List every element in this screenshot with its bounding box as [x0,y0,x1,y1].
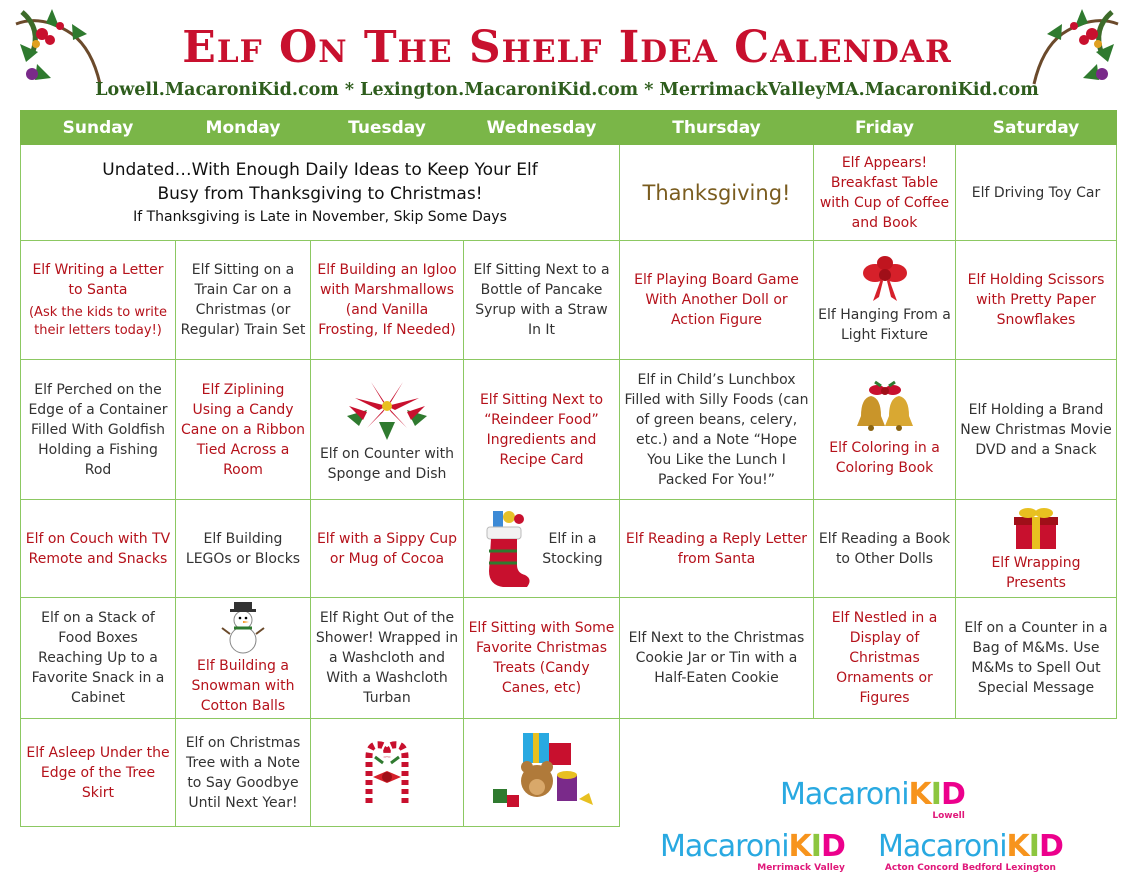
logo-location: Lowell [932,810,965,821]
christmas-bells-icon [855,382,915,436]
idea-text: Elf Wrapping Presents [991,554,1081,591]
calendar-cell: Elf on Couch with TV Remote and Snacks [21,500,176,598]
intro-note: If Thanksgiving is Late in November, Skip Some Days [133,208,507,225]
calendar-cell: Elf Building an Igloo with Marshmallows (and Vanilla Frosting, If Needed) [311,241,464,360]
calendar-cell [21,241,176,360]
calendar-cell: Elf Sitting on a Train Car on a Christmas (or Regular) Train Set [176,241,311,360]
calendar-cell: Elf Asleep Under the Edge of the Tree Skirt [21,719,176,827]
day-header-friday: Friday [814,111,956,145]
toys-icon [487,729,597,815]
intro-cell [21,145,620,241]
logo-letter: D [820,828,845,864]
calendar-cell [956,500,1117,598]
calendar-table [20,110,1117,873]
logo-brand-text: Macaroni [780,776,909,812]
day-header-monday: Monday [176,111,311,145]
calendar-cell: Elf on a Counter in a Bag of M&Ms. Use M&Ms to Spell Out Special Message [956,598,1117,719]
day-header-sunday: Sunday [21,111,176,145]
calendar-cell: Elf Driving Toy Car [956,145,1117,241]
calendar-cell: Elf Sitting Next to a Bottle of Pancake Syrup with a Straw In It [464,241,620,360]
calendar-cell: Elf Reading a Book to Other Dolls [814,500,956,598]
snowman-icon [220,600,266,654]
idea-text: Elf in a Stocking [542,530,603,567]
logo-letter: K [788,828,811,864]
calendar-cell [176,598,311,719]
page-subtitle: Lowell.MacaroniKid.com * Lexington.MacaroniKid.com * MerrimackValleyMA.MacaroniKid.com [95,80,1039,100]
logo-letter: K [908,776,931,812]
logo-letter: I [1028,828,1039,864]
calendar-cell: Elf Sitting Next to “Reindeer Food” Ingredients and Recipe Card [464,360,620,500]
wrapped-present-icon [1012,505,1060,551]
logos-area [620,719,1117,873]
logo-letter: D [940,776,965,812]
calendar-cell: Elf Reading a Reply Letter from Santa [620,500,814,598]
calendar-cell: Elf Appears! Breakfast Table with Cup of Coffee and Book [814,145,956,241]
calendar-cell [464,719,620,827]
calendar-row [21,145,1117,241]
poinsettia-icon [341,376,433,442]
calendar-cell: Elf Right Out of the Shower! Wrapped in a Washcloth and With a Washcloth Turban [311,598,464,719]
weekday-header-row [21,111,1117,145]
logo-letter: I [810,828,821,864]
page-title: Elf On The Shelf Idea Calendar [182,22,952,73]
macaroni-kid-acton-logo [878,828,1063,873]
calendar-cell: Elf Playing Board Game With Another Doll or Action Figure [620,241,814,360]
calendar-cell: Elf Nestled in a Display of Christmas Ornaments or Figures [814,598,956,719]
day-header-tuesday: Tuesday [311,111,464,145]
calendar-cell: Elf Building LEGOs or Blocks [176,500,311,598]
calendar-cell: Elf Next to the Christmas Cookie Jar or Tin with a Half-Eaten Cookie [620,598,814,719]
logo-letter: I [930,776,941,812]
calendar-cell [311,360,464,500]
calendar-row [21,500,1117,598]
calendar-cell: Elf Perched on the Edge of a Container Filled With Goldfish Holding a Fishing Rod [21,360,176,500]
calendar-cell [814,360,956,500]
calendar-cell [814,241,956,360]
candy-canes-icon [355,737,419,807]
macaroni-kid-lowell-logo [780,776,965,821]
calendar-cell: Elf in Child’s Lunchbox Filled with Silly Foods (can of green beans, celery, etc.) and a Note “Hope You Like the Lunch I Packed For You!” [620,360,814,500]
calendar-cell: Elf Sitting with Some Favorite Christmas Treats (Candy Canes, etc) [464,598,620,719]
logo-location: Merrimack Valley [757,862,845,873]
macaroni-kid-merrimack-logo [660,828,845,873]
calendar-row [21,598,1117,719]
calendar-row [21,241,1117,360]
red-bow-icon [861,255,909,303]
calendar-cell: Elf on Christmas Tree with a Note to Say Goodbye Until Next Year! [176,719,311,827]
day-header-wednesday: Wednesday [464,111,620,145]
stocking-icon [479,509,535,589]
calendar-row [21,719,1117,827]
calendar-cell: Thanksgiving! [620,145,814,241]
idea-text: Elf Building a Snowman with Cotton Balls [191,658,295,714]
intro-line: Undated…With Enough Daily Ideas to Keep Your Elf [102,159,538,180]
idea-text: Elf Hanging From a Light Fixture [818,307,951,343]
idea-note: (Ask the kids to write their letters today!) [28,305,168,338]
logo-location: Acton Concord Bedford Lexington [884,862,1056,873]
intro-line: Busy from Thanksgiving to Christmas! [157,183,483,204]
calendar-cell: Elf on a Stack of Food Boxes Reaching Up to a Favorite Snack in a Cabinet [21,598,176,719]
calendar-cell: Elf with a Sippy Cup or Mug of Cocoa [311,500,464,598]
calendar-cell [464,500,620,598]
idea-text: Elf Coloring in a Coloring Book [829,439,940,476]
calendar-cell: Elf Holding a Brand New Christmas Movie DVD and a Snack [956,360,1117,500]
idea-text: Elf Writing a Letter to Santa [32,262,164,298]
calendar-cell: Elf Ziplining Using a Candy Cane on a Ribbon Tied Across a Room [176,360,311,500]
logo-brand-text: Macaroni [660,828,789,864]
calendar-cell [311,719,464,827]
calendar-cell: Elf Holding Scissors with Pretty Paper Snowflakes [956,241,1117,360]
logo-letter: K [1006,828,1029,864]
logo-letter: D [1038,828,1063,864]
idea-text: Elf on Counter with Sponge and Dish [319,445,455,482]
calendar-row [21,360,1117,500]
logo-brand-text: Macaroni [878,828,1007,864]
day-header-thursday: Thursday [620,111,814,145]
day-header-saturday: Saturday [956,111,1117,145]
